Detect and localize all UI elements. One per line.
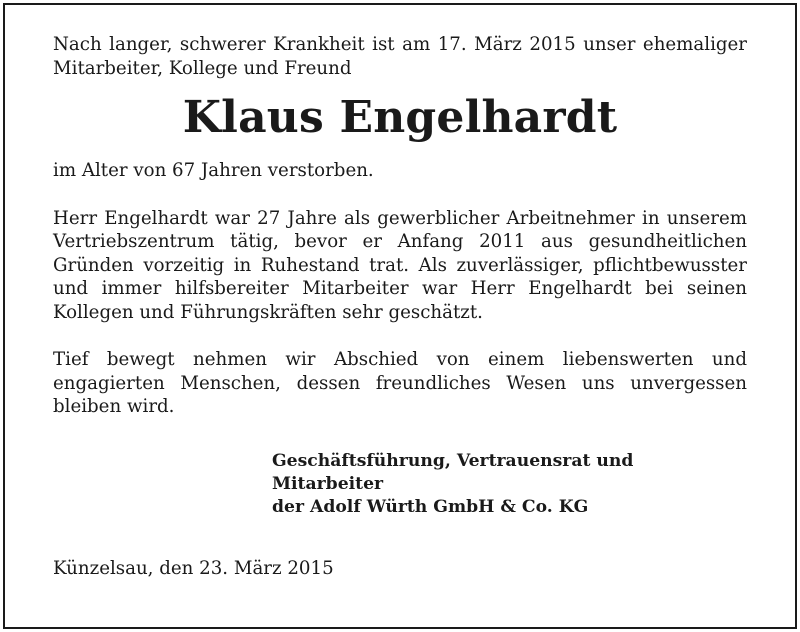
- obituary-notice: [53, 33, 747, 580]
- place-date: Künzelsau, den 23. März 2015: [53, 557, 334, 579]
- farewell-text: Tief bewegt nehmen wir Abschied von einem liebenswerten und engagierten Menschen, dessen freundliches Wesen uns unvergessen bleiben wird.: [53, 349, 747, 417]
- signature-line-2: der Adolf Würth GmbH & Co. KG: [272, 496, 589, 517]
- biography-text: Herr Engelhardt war 27 Jahre als gewerblicher Arbeitnehmer in unserem Vertriebszentrum tätig, bevor er Anfang 2011 aus gesundheitlichen Gründen vorzeitig in Ruhestand trat. Als zuverlässiger, pflichtbewusster und immer hilfsbereiter Mitarbeiter war Herr Engelhardt bei seinen Kollegen und Führungskräften sehr geschätzt.: [53, 207, 747, 323]
- age-line: im Alter von 67 Jahren verstorben.: [53, 160, 374, 181]
- signature-block: [53, 450, 747, 519]
- deceased-name: Klaus Engelhardt: [182, 92, 618, 143]
- intro-text: Nach langer, schwerer Krankheit ist am 17. März 2015 unser ehemaliger Mitarbeiter, Kollege und Freund: [53, 34, 747, 79]
- signature-line-1: Geschäftsführung, Vertrauensrat und Mitarbeiter: [272, 450, 634, 494]
